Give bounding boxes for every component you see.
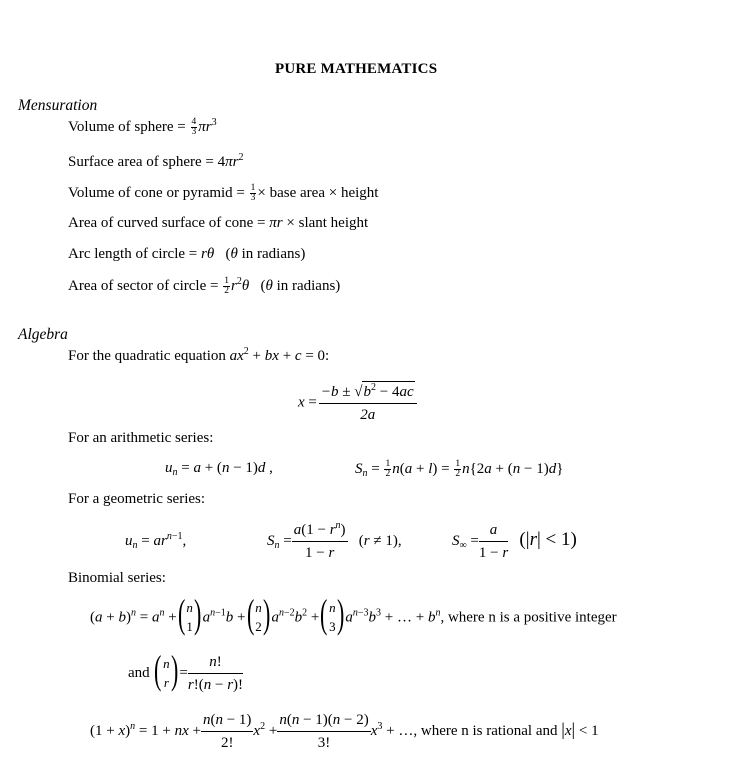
binomial-note: , where n is a positive integer	[440, 609, 617, 626]
formula-arithmetic-term: $u_n = a + (n - 1)d$ ,	[165, 460, 273, 478]
formula-geometric-infinite-sum: $S_\infty$ = $\frac{a}{1 - r}$ (|r| < 1)	[452, 522, 577, 561]
geometric-label: For a geometric series:	[68, 491, 206, 507]
formula-sector-area: Area of sector of circle = $\frac{1}{2}$ $r^2\theta$ (θ in radians)	[68, 275, 341, 296]
cone-surface-tail: × slant height	[286, 215, 369, 231]
cone-volume-tail: × base area × height	[257, 184, 379, 201]
sector-label: Area of sector of circle =	[68, 277, 219, 294]
cone-surface-label: Area of curved surface of cone =	[68, 215, 266, 231]
sphere-volume-label: Volume of sphere =	[68, 118, 186, 135]
formula-binomial-coefficient: and ( n r ) = $\frac{n!}{r!(n - r)!}$	[128, 646, 244, 693]
page-title: PURE MATHEMATICS	[275, 61, 438, 77]
formula-quadratic: x = $\frac{-b \pm √b^2 - 4ac}{2a}$	[298, 381, 417, 425]
formula-sphere-volume: Volume of sphere = $\frac{4}{3}$ $\pi r^3$	[68, 116, 217, 137]
binomial-label: Binomial series:	[68, 570, 166, 586]
sphere-surface-label: Surface area of sphere =	[68, 154, 214, 170]
formula-binomial-rational: $(1 + x)^n = 1$ + nx + $\frac{n(n - 1)}{2!}$ $x^2$ + $\frac{n(n - 1)(n - 2)}{3!}$ $x^3$ + …, where n is rational and |x| < 1	[90, 712, 599, 751]
arc-note: in radians)	[241, 246, 306, 262]
sector-note: in radians)	[276, 277, 341, 294]
formula-binomial-expansion: $(a + b)^n = a^n$ + ( n 1 ) $a^{n-1}b$ + ( n 2 ) $a^{n-2}b^2$ + ( n 3 ) $a^{n-3}b^3$ + … + $b^n$, where n is a positive integer	[90, 591, 617, 636]
cone-volume-label: Volume of cone or pyramid =	[68, 184, 245, 201]
formula-cone-volume: Volume of cone or pyramid = $\frac{1}{3}$ × base area × height	[68, 183, 379, 203]
quadratic-intro: For the quadratic equation $ax^2$ + bx + c = 0:	[68, 346, 330, 364]
arithmetic-label: For an arithmetic series:	[68, 430, 214, 446]
quadratic-label: For the quadratic equation	[68, 348, 226, 364]
formula-geometric-sum: $S_n$ = $\frac{a(1 - r^n)}{1 - r}$ (r ≠ 1),	[267, 520, 402, 561]
formula-geometric-term: $u_n = ar^{n-1}$,	[125, 531, 187, 551]
rational-note: , where n is rational and	[413, 722, 558, 739]
formula-arithmetic-sum: $S_n$ = $\frac{1}{2}$ n(a + l) = $\frac{1}{2}$ n{2a + (n − 1)d}	[355, 459, 564, 479]
section-heading-algebra: Algebra	[18, 326, 68, 343]
formula-sphere-surface: Surface area of sphere = $4\pi r^2$	[68, 152, 244, 170]
section-heading-mensuration: Mensuration	[18, 97, 98, 114]
formula-arc-length: Arc length of circle = rθ (θ in radians)	[68, 246, 306, 262]
and-label: and	[128, 664, 150, 681]
formula-cone-surface: Area of curved surface of cone = πr × slant height	[68, 215, 369, 231]
arc-label: Arc length of circle =	[68, 246, 198, 262]
